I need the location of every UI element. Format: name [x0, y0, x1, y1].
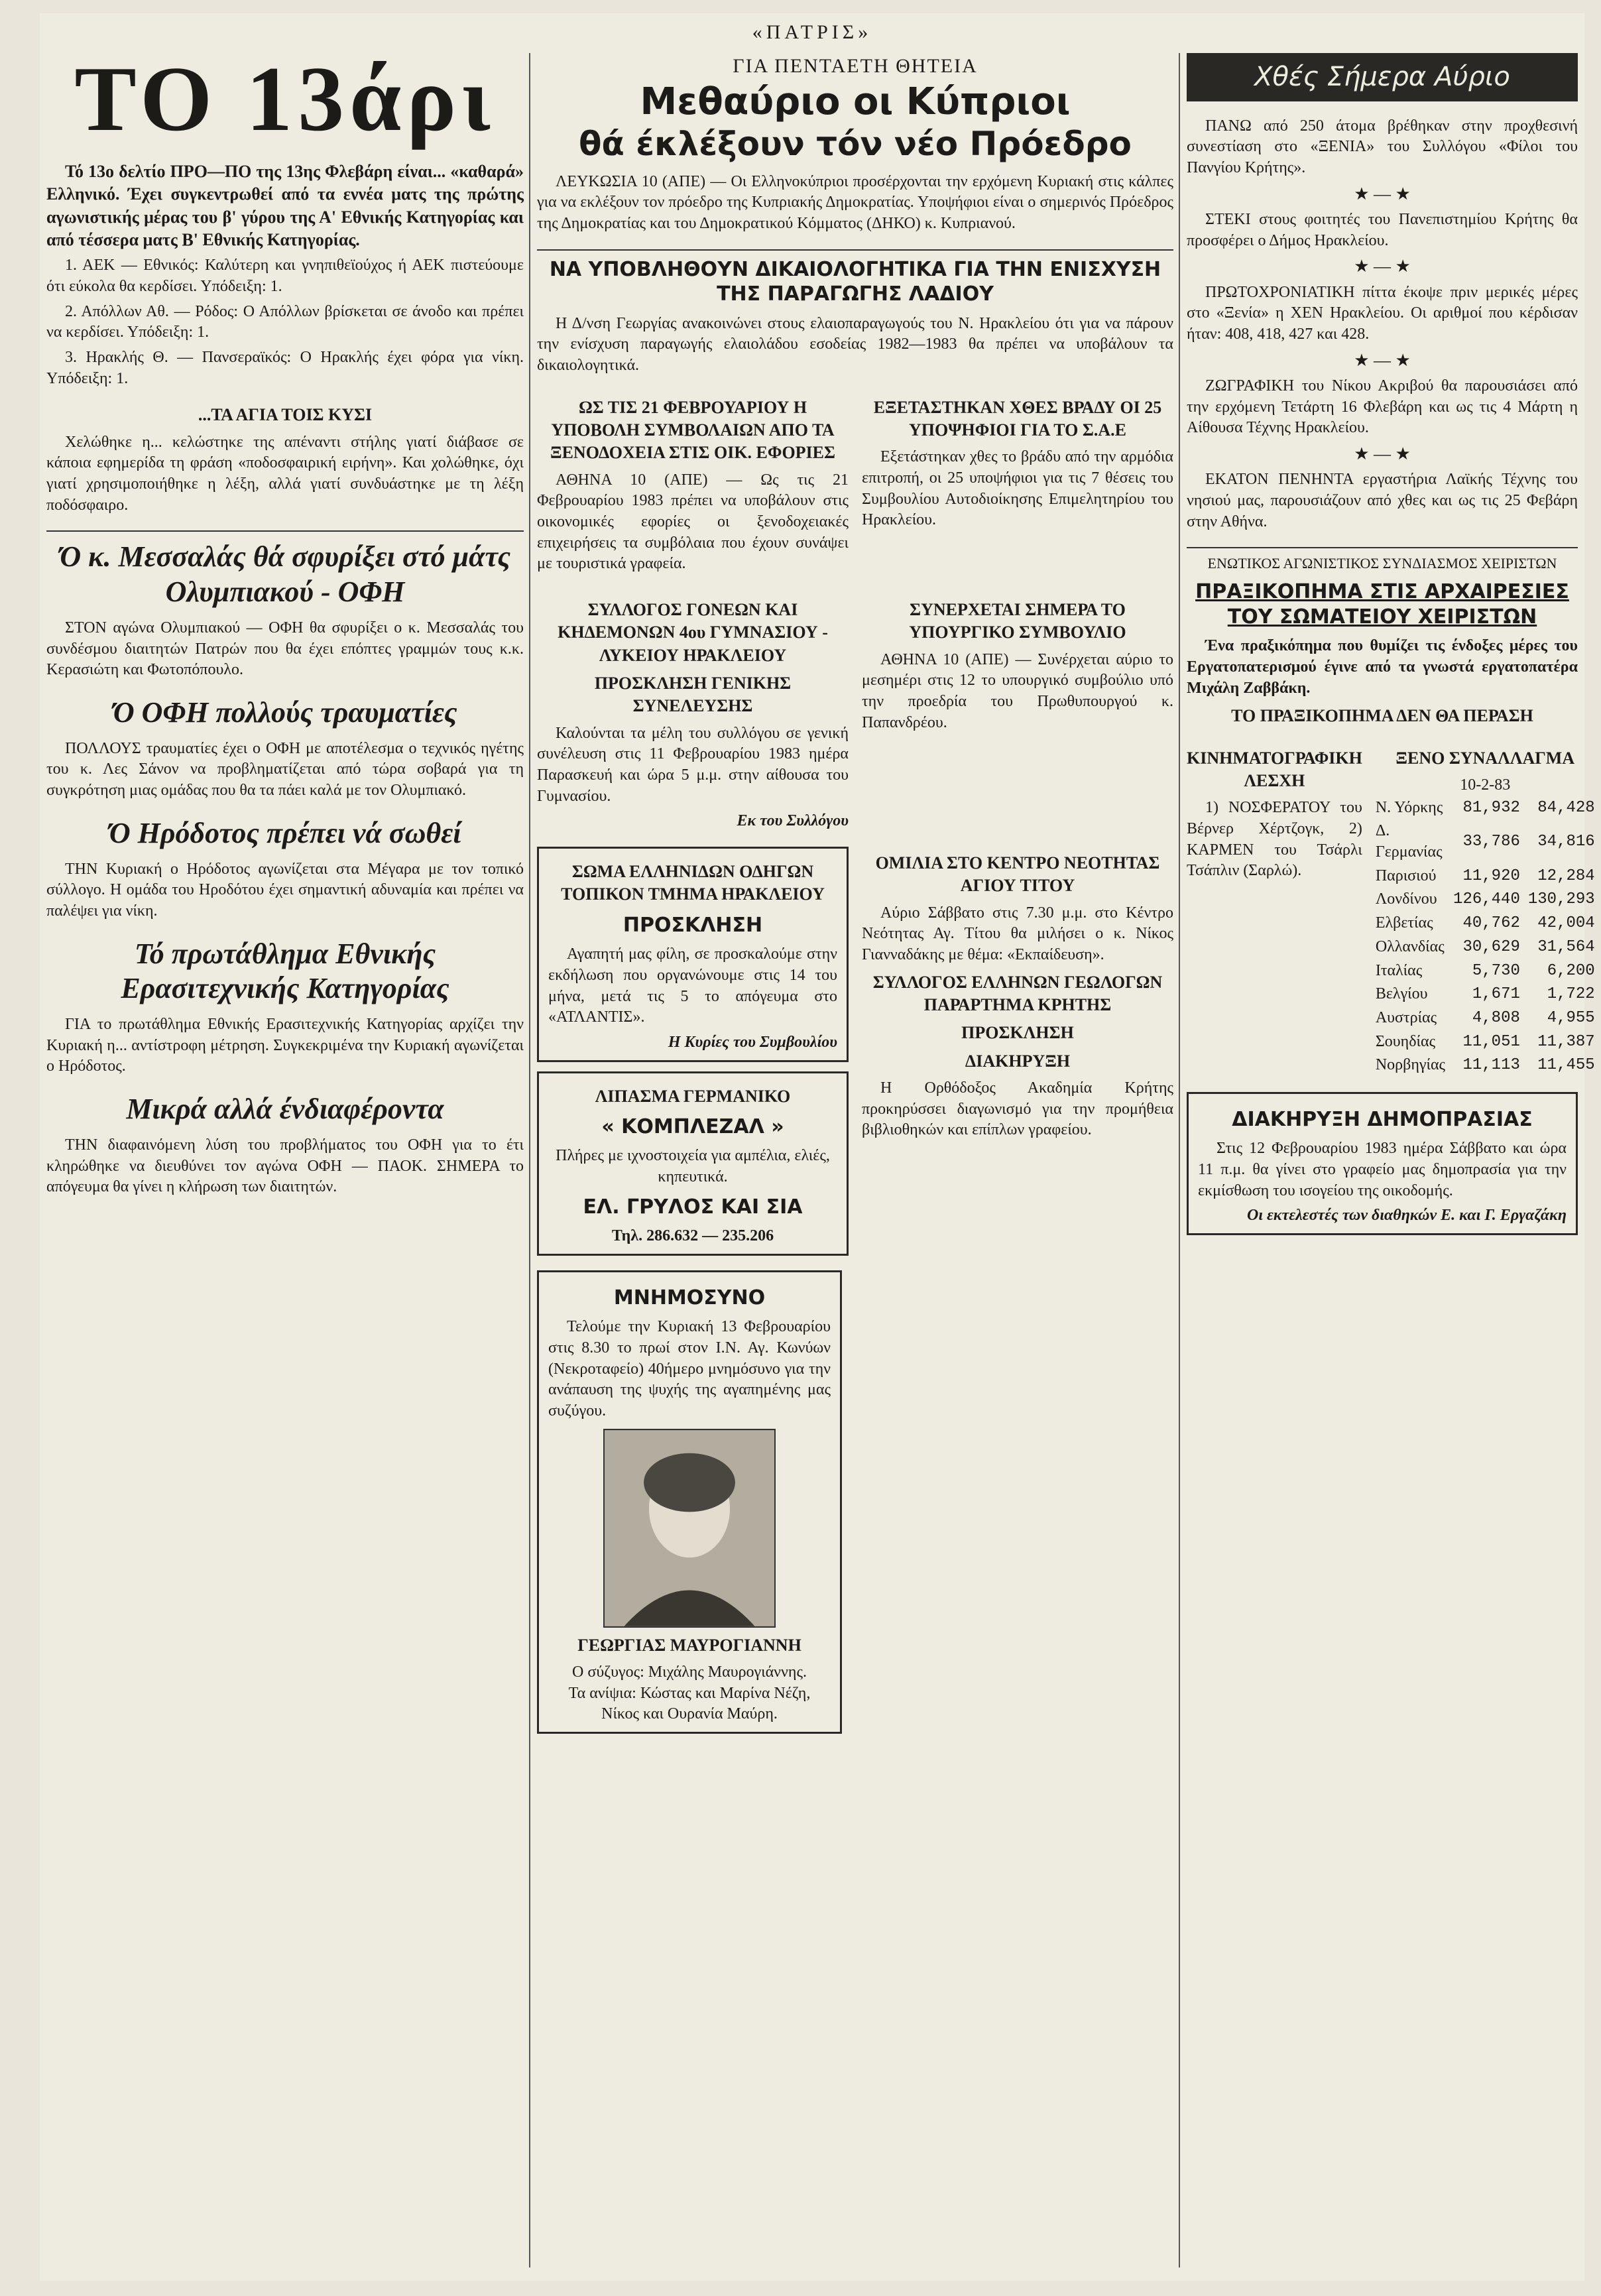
notice-title: ΣΥΛΛΟΓΟΣ ΕΛΛΗΝΩΝ ΓΕΩΛΟΓΩΝ ΠΑΡΑΡΤΗΜΑ ΚΡΗΤΗΣ: [872, 972, 1163, 1014]
lead-paragraph: ΛΕΥΚΩΣΙΑ 10 (ΑΠΕ) — Οι Ελληνοκύπριοι προσέρχονται την ερχόμενη Κυριακή στις κάλπες για να εκλέξουν τον πρόεδρο της Κυπριακής Δημοκρατίας. Υποψήφιοι είναι ο σημερινός Πρόεδρος της Δημοκρατίας και του Δημοκρατικού Κόμματος (ΔΗΚΟ) κ. Κυπριανού.: [537, 172, 1173, 233]
article-headline: ΠΡΑΞΙΚΟΠΗΜΑ ΣΤΙΣ ΑΡΧΑΙΡΕΣΙΕΣ ΤΟΥ ΣΩΜΑΤΕΙΟΥ ΧΕΙΡΙΣΤΩΝ: [1195, 580, 1569, 629]
notice-signature: Η Κυρίες του Συμβουλίου: [668, 1033, 837, 1051]
article-headline: Ό Ηρόδοτος πρέπει νά σωθεί: [109, 816, 461, 849]
fx-currency: Ελβετίας: [1375, 914, 1433, 932]
main-headline: Μεθαύριο οι Κύπριοι: [640, 80, 1071, 123]
memorial-body: Τελούμε την Κυριακή 13 Φεβρουαρίου στις 8.30 το πρωί στον Ι.Ν. Αγ. Κωνύων (Νεκροταφείο) 40ήμερο μνημόσυνο για την ανάπαυση της ψυχής της αγαπημένης μας συζύγου.: [548, 1318, 831, 1420]
article-headline: Ό κ. Μεσσαλάς θά σφυρίξει στό μάτς Ολυμπιακού - ΟΦΗ: [60, 540, 510, 609]
fx-sell: 31,564: [1537, 937, 1595, 956]
fx-currency: Παρισιού: [1375, 867, 1437, 884]
article-headline: Τό πρωτάθλημα Εθνικής Ερασιτεχνικής Κατηγορίας: [121, 937, 449, 1005]
memorial-name: ΓΕΩΡΓΙΑΣ ΜΑΥΡΟΓΙΑΝΝΗ: [577, 1635, 801, 1655]
fx-table: [1372, 796, 1599, 1077]
sports-column: [46, 48, 524, 2267]
advertisement: [537, 1071, 849, 1256]
article-headline: ΝΑ ΥΠΟΒΛΗΘΟΥΝ ΔΙΚΑΙΟΛΟΓΗΤΙΚΑ ΓΙΑ ΤΗΝ ΕΝΙΣΧΥΣΗ ΤΗΣ ΠΑΡΑΓΩΓΗΣ ΛΑΔΙΟΥ: [549, 257, 1161, 306]
notice-subtitle: ΠΡΟΣΚΛΗΣΗ: [623, 913, 763, 937]
fx-buy: 81,932: [1462, 798, 1520, 817]
fx-buy: 33,786: [1462, 833, 1520, 851]
article-headline: Μικρά αλλά ένδιαφέροντα: [126, 1093, 444, 1126]
memorial-notice: [537, 1270, 842, 1734]
fx-currency: Αυστρίας: [1375, 1008, 1437, 1026]
fx-sell: 42,004: [1537, 914, 1595, 933]
match-item: 2. Απόλλων Αθ. — Ρόδος: Ο Απόλλων βρίσκεται σε άνοδο και πρέπει να κερδίσει. Υπόδειξη: 1.: [46, 302, 524, 341]
news-item: ΖΩΓΡΑΦΙΚΗ του Νίκου Ακριβού θα παρουσιάσει από την ερχόμενη Τετάρτη 16 Φλεβάρη και ως τις 4 Μάρτη η Αίθουσα Τέχνης Ηρακλείου.: [1187, 377, 1578, 437]
fx-row: [1372, 912, 1599, 936]
article-body: 1) ΝΟΣΦΕΡΑΤΟΥ του Βέρνερ Χέρτζογκ, 2) ΚΑΡΜΕΝ του Τσάρλι Τσάπλιν (Σαρλώ).: [1187, 799, 1362, 880]
fx-currency: Ιταλίας: [1375, 961, 1423, 979]
article-body: ΠΟΛΛΟΥΣ τραυματίες έχει ο ΟΦΗ με αποτέλεσμα ο τεχνικός ηγέτης του κ. Λες Σάνον να προβληματίζεται από τώρα σοβαρά για τη συγκρότηση μιας ομάδας που θα τα πάει καλά με τον Ολυμπιακό.: [46, 739, 524, 800]
notice-body: Αγαπητή μας φίλη, σε προσκαλούμε στην εκδήλωση που οργανώνουμε στις 14 του μήνα, μετά τις 5 το απόγευμα στο «ΑΤΛΑΝΤΙΣ».: [548, 945, 837, 1026]
fx-date: 10-2-83: [1460, 776, 1511, 794]
masthead: «ΠΑΤΡΙΣ»: [752, 21, 872, 43]
article-headline: ΩΣ ΤΙΣ 21 ΦΕΒΡΟΥΑΡΙΟΥ Η ΥΠΟΒΟΛΗ ΣΥΜΒΟΛΑΙΩΝ ΑΠΟ ΤΑ ΞΕΝΟΔΟΧΕΙΑ ΣΤΙΣ ΟΙΚ. ΕΦΟΡΙΕΣ: [550, 397, 836, 463]
notice-subtitle: ΠΡΟΣΚΛΗΣΗ: [961, 1023, 1074, 1043]
news-item: ΠΑΝΩ από 250 άτομα βρέθηκαν στην προχθεσινή συνεστίαση στο «ΞΕΝΙΑ» του Συλλόγου «Φίλοι του Πανγίου Κρήτης».: [1187, 117, 1578, 177]
article-headline: Ό ΟΦΗ πολλούς τραυματίες: [113, 695, 457, 729]
article-body: ΑΘΗΝΑ 10 (ΑΠΕ) — Συνέρχεται αύριο το μεσημέρι στις 12 το υπουργικό συμβούλιο υπό την προεδρία του Πρωθυπουργού κ. Παπανδρέου.: [862, 650, 1173, 731]
auction-title: ΔΙΑΚΗΡΥΞΗ ΔΗΜΟΠΡΑΣΙΑΣ: [1232, 1107, 1533, 1131]
fx-row: [1372, 1006, 1599, 1030]
fx-buy: 40,762: [1462, 914, 1520, 933]
fx-row: [1372, 936, 1599, 959]
ad-product: « ΚΟΜΠΛΕΖΑΛ »: [601, 1115, 784, 1138]
fx-sell: 1,722: [1547, 985, 1595, 1004]
fx-row: [1372, 1030, 1599, 1054]
ad-title: ΛΙΠΑΣΜΑ ΓΕΡΜΑΝΙΚΟ: [595, 1086, 791, 1106]
portrait-icon: [605, 1430, 774, 1626]
news-item: ΕΚΑΤΟΝ ΠΕΝΗΝΤΑ εργαστήρια Λαϊκής Τέχνης του νησιού μας, παρουσιάζουν από χθες και ως τις 25 Φεβάρη στην Αθήνα.: [1187, 471, 1578, 530]
column-divider: [1179, 53, 1180, 2267]
fx-row: [1372, 888, 1599, 912]
auction-signature: Οι εκτελεστές των διαθηκών Ε. και Γ. Εργαζάκη: [1247, 1207, 1567, 1225]
notice-signature: Εκ του Συλλόγου: [737, 812, 849, 830]
memorial-title: ΜΝΗΜΟΣΥΝΟ: [613, 1286, 766, 1309]
notice-box: [537, 847, 849, 1061]
fx-buy: 11,920: [1462, 867, 1520, 885]
fx-sell: 11,455: [1537, 1056, 1595, 1075]
memorial-family: Ο σύζυγος: Μιχάλης Μαυρογιάννης.: [572, 1663, 807, 1681]
portrait-photo: [603, 1429, 776, 1628]
notice-title: ΣΥΛΛΟΓΟΣ ΓΟΝΕΩΝ ΚΑΙ ΚΗΔΕΜΟΝΩΝ 4ου ΓΥΜΝΑΣΙΟΥ - ΛΥΚΕΙΟΥ ΗΡΑΚΛΕΙΟΥ: [558, 600, 828, 665]
separator-stars: ★ — ★: [1354, 257, 1411, 276]
article-body: Χελώθηκε η... κελώστηκε της απέναντι στήλης γιατί διάβασε σε κάποια εφημερίδα τη φράση «ποδοσφαιρική ειρήνη». Και χολώθηκε, όχι γιατί χρησιμοποιήθηκε η λέξη, αλλά γιατί συνδυάστηκε με τη λέξη ποδόσφαιρο.: [46, 433, 524, 514]
article-body: ΑΘΗΝΑ 10 (ΑΠΕ) — Ως τις 21 Φεβρουαρίου 1983 πρέπει να υποβάλουν στις οικονομικές εφορίες οι ξενοδοχειακές επιχειρήσεις τα συμβόλαια που έχουν συνάψει με τουριστικά γραφεία.: [537, 471, 849, 573]
fx-currency: Σουηδίας: [1375, 1032, 1436, 1050]
fx-title: ΞΕΝΟ ΣΥΝΑΛΛΑΓΜΑ: [1395, 748, 1575, 768]
fx-row: [1372, 865, 1599, 888]
fx-buy: 11,051: [1462, 1032, 1520, 1051]
fx-buy: 1,671: [1472, 985, 1520, 1004]
separator-stars: ★ — ★: [1354, 184, 1411, 204]
article-headline: ΟΜΙΛΙΑ ΣΤΟ ΚΕΝΤΡΟ ΝΕΟΤΗΤΑΣ ΑΓΙΟΥ ΤΙΤΟΥ: [875, 853, 1160, 896]
fx-buy: 126,440: [1453, 890, 1520, 909]
fx-sell: 130,293: [1527, 890, 1595, 909]
fx-row: [1372, 959, 1599, 983]
article-body: Αύριο Σάββατο στις 7.30 μ.μ. στο Κέντρο Νεότητας Αγ. Τίτου θα μιλήσει ο κ. Νίκος Γιανναδάκης με θέμα: «Εκπαίδευση».: [862, 904, 1173, 963]
main-headline-sub: θά έκλέξουν τόν νέο Πρόεδρο: [579, 124, 1132, 163]
notice-title: ΔΙΑΚΗΡΥΞΗ: [965, 1051, 1071, 1071]
section-banner: Χθές Σήμερα Αύριο: [1187, 53, 1578, 101]
divider: [46, 530, 524, 532]
fx-currency: Ν. Υόρκης: [1375, 798, 1443, 816]
article-headline: ...ΤΑ ΑΓΙΑ ΤΟΙΣ ΚΥΣΙ: [198, 405, 373, 425]
article-body: ΤΗΝ Κυριακή ο Ηρόδοτος αγωνίζεται στα Μέγαρα με τον τοπικό σύλλογο. Η ομάδα του Ηροδότου έχει σημαντική αδυναμία και πρέπει να παλέψει για νίκη.: [46, 860, 524, 920]
notice-subtitle: ΠΡΟΣΚΛΗΣΗ ΓΕΝΙΚΗΣ ΣΥΝΕΛΕΥΣΗΣ: [594, 674, 792, 716]
fx-sell: 4,955: [1547, 1008, 1595, 1027]
match-item: 1. ΑΕΚ — Εθνικός: Καλύτερη και γνηπιθεϊούχος ή ΑΕΚ πιστεύουμε ότι εύκολα θα κερδίσει. Υπόδειξη: 1.: [46, 257, 524, 295]
fx-row: [1372, 983, 1599, 1006]
fx-buy: 4,808: [1472, 1008, 1520, 1027]
article-kicker: ΕΝΩΤΙΚΟΣ ΑΓΩΝΙΣΤΙΚΟΣ ΣΥΝΔΙΑΣΜΟΣ ΧΕΙΡΙΣΤΩΝ: [1207, 555, 1557, 572]
fx-buy: 11,113: [1462, 1056, 1520, 1075]
separator-stars: ★ — ★: [1354, 444, 1411, 464]
news-column: [537, 53, 1173, 2267]
fx-row: [1372, 819, 1599, 864]
fx-row: [1372, 1054, 1599, 1077]
article-body: Ένα πραξικόπημα που θυμίζει τις ένδοξες μέρες του Εργατοπατερισμού έγινε από τα γνωστά εργατοπατέρα Μιχάλη Ζαββάκη.: [1187, 637, 1578, 697]
fx-sell: 84,428: [1537, 798, 1595, 817]
notice-title: ΣΩΜΑ ΕΛΛΗΝΙΔΩΝ ΟΔΗΓΩΝ ΤΟΠΙΚΟΝ ΤΜΗΜΑ ΗΡΑΚΛΕΙΟΥ: [561, 862, 825, 904]
article-closing: ΤΟ ΠΡΑΞΙΚΟΠΗΜΑ ΔΕΝ ΘΑ ΠΕΡΑΣΗ: [1231, 705, 1533, 725]
fx-sell: 12,284: [1537, 867, 1595, 885]
article-body: Η Δ/νση Γεωργίας ανακοινώνει στους ελαιοπαραγωγούς του Ν. Ηρακλείου ότι για να πάρουν την ενίσχυση παραγωγής ελαιολάδου εσοδείας 1982—1983 θα πρέπει να υποβάλουν τα δικαιολογητικά.: [537, 314, 1173, 375]
fx-currency: Λονδίνου: [1375, 890, 1437, 908]
article-body: ΤΗΝ διαφαινόμενη λύση του προβλήματος του ΟΦΗ για το έτι κληρώθηκε να διευθύνει τον αγώνα ΟΦΗ — ΠΑΟΚ. ΣΗΜΕΡΑ το απόγευμα θα γίνει η κλήρωση των διαιτητών.: [46, 1136, 524, 1196]
memorial-family: Τα ανίψια: Κώστας και Μαρίνα Νέζη, Νίκος και Ουρανία Μαύρη.: [568, 1684, 811, 1723]
fx-sell: 34,816: [1537, 833, 1595, 851]
news-item: ΠΡΩΤΟΧΡΟΝΙΑΤΙΚΗ πίττα έκοψε πριν μερικές μέρες στο «Ξενία» η ΧΕΝ Ηρακλείου. Οι αριθμοί που κέρδισαν ήταν: 408, 418, 427 και 428.: [1187, 283, 1578, 343]
auction-body: Στις 12 Φεβρουαρίου 1983 ημέρα Σάββατο και ώρα 11 π.μ. θα γίνει στο γραφείο μας δημοπρασία για την εκμίσθωση του ισογείου της οικοδομής.: [1198, 1140, 1567, 1199]
newspaper-page: [40, 13, 1595, 2281]
fx-sell: 11,387: [1537, 1032, 1595, 1051]
fx-currency: Δ. Γερμανίας: [1375, 822, 1443, 861]
headline-kicker: ΓΙΑ ΠΕΝΤΑΕΤΗ ΘΗΤΕΙΑ: [733, 55, 978, 77]
local-news-column: [1187, 53, 1595, 2267]
article-headline: ΣΥΝΕΡΧΕΤΑΙ ΣΗΜΕΡΑ ΤΟ ΥΠΟΥΡΓΙΚΟ ΣΥΜΒΟΥΛΙΟ: [909, 600, 1126, 642]
fx-currency: Βελγίου: [1375, 985, 1428, 1003]
fx-row: [1372, 796, 1599, 820]
article-body: ΣΤΟΝ αγώνα Ολυμπιακού — ΟΦΗ θα σφυρίξει ο κ. Μεσσαλάς του συνδέσμου διαιτητών Πατρών που θα έχει επόπτες γραμμών τους κ.κ. Κερασιώτη και Φωτοπόπουλο.: [46, 619, 524, 679]
news-item: ΣΤΕΚΙ στους φοιτητές του Πανεπιστημίου Κρήτης θα προσφέρει ο Δήμος Ηρακλείου.: [1187, 211, 1578, 249]
divider: [1187, 547, 1578, 548]
section-title: ΤΟ 13άρι: [74, 48, 496, 151]
auction-notice: [1187, 1092, 1578, 1235]
separator-stars: ★ — ★: [1354, 350, 1411, 370]
column-divider: [529, 53, 530, 2267]
article-headline: ΕΞΕΤΑΣΤΗΚΑΝ ΧΘΕΣ ΒΡΑΔΥ ΟΙ 25 ΥΠΟΨΗΦΙΟΙ ΓΙΑ ΤΟ Σ.Α.Ε: [873, 397, 1162, 440]
match-item: 3. Ηρακλής Θ. — Πανσεραϊκός: Ο Ηρακλής έχει φόρα για νίκη. Υπόδειξη: 1.: [46, 348, 524, 387]
notice-body: Καλούνται τα μέλη του συλλόγου σε γενική συνέλευση στις 11 Φεβρουαρίου 1983 ημέρα Παρασκευή και ώρα 5 μ.μ. στην αίθουσα του Γυμνασίου.: [537, 724, 849, 805]
lead-paragraph: Τό 13ο δελτίο ΠΡΟ—ΠΟ της 13ης Φλεβάρη είναι... «καθαρά» Ελληνικό. Έχει συγκεντρωθεί από τα εννέα ματς της πρώτης αγωνιστικής μέρας του β' γύρου της Α' Εθνικής Κατηγορίας και από τέσσερα ματς Β' Εθνικής Κατηγορίας.: [46, 162, 524, 249]
fx-sell: 6,200: [1547, 961, 1595, 980]
divider: [537, 249, 1173, 251]
fx-currency: Ολλανδίας: [1375, 937, 1445, 955]
ad-phone: Τηλ. 286.632 — 235.206: [611, 1227, 774, 1245]
ad-description: Πλήρες με ιχνοστοιχεία για αμπέλια, ελιές, κηπευτικά.: [556, 1147, 830, 1185]
fx-currency: Νορβηγίας: [1375, 1056, 1446, 1074]
notice-body: Η Ορθόδοξος Ακαδημία Κρήτης προκηρύσσει διαγωνισμό για την προμήθεια βιβλιοθηκών και επίπλων γραφείου.: [862, 1079, 1173, 1139]
article-headline: ΚΙΝΗΜΑΤΟΓΡΑΦΙΚΗ ΛΕΣΧΗ: [1187, 748, 1362, 791]
fx-buy: 5,730: [1472, 961, 1520, 980]
ad-company: ΕΛ. ΓΡΥΛΟΣ ΚΑΙ ΣΙΑ: [583, 1195, 803, 1219]
article-body: Εξετάστηκαν χθες το βράδυ από την αρμόδια επιτροπή, οι 25 υποψήφιοι για τις 7 θέσεις του Συμβουλίου Αυτοδιοίκησης Επιμελητηρίου του Ηρακλείου.: [862, 448, 1173, 529]
fx-buy: 30,629: [1462, 937, 1520, 956]
article-body: ΓΙΑ το πρωτάθλημα Εθνικής Ερασιτεχνικής Κατηγορίας αρχίζει την Κυριακή η... αντίστροφη μέτρηση. Συγκεκριμένα την Κυριακή αγωνίζεται ο Ηρόδοτος.: [46, 1016, 524, 1075]
